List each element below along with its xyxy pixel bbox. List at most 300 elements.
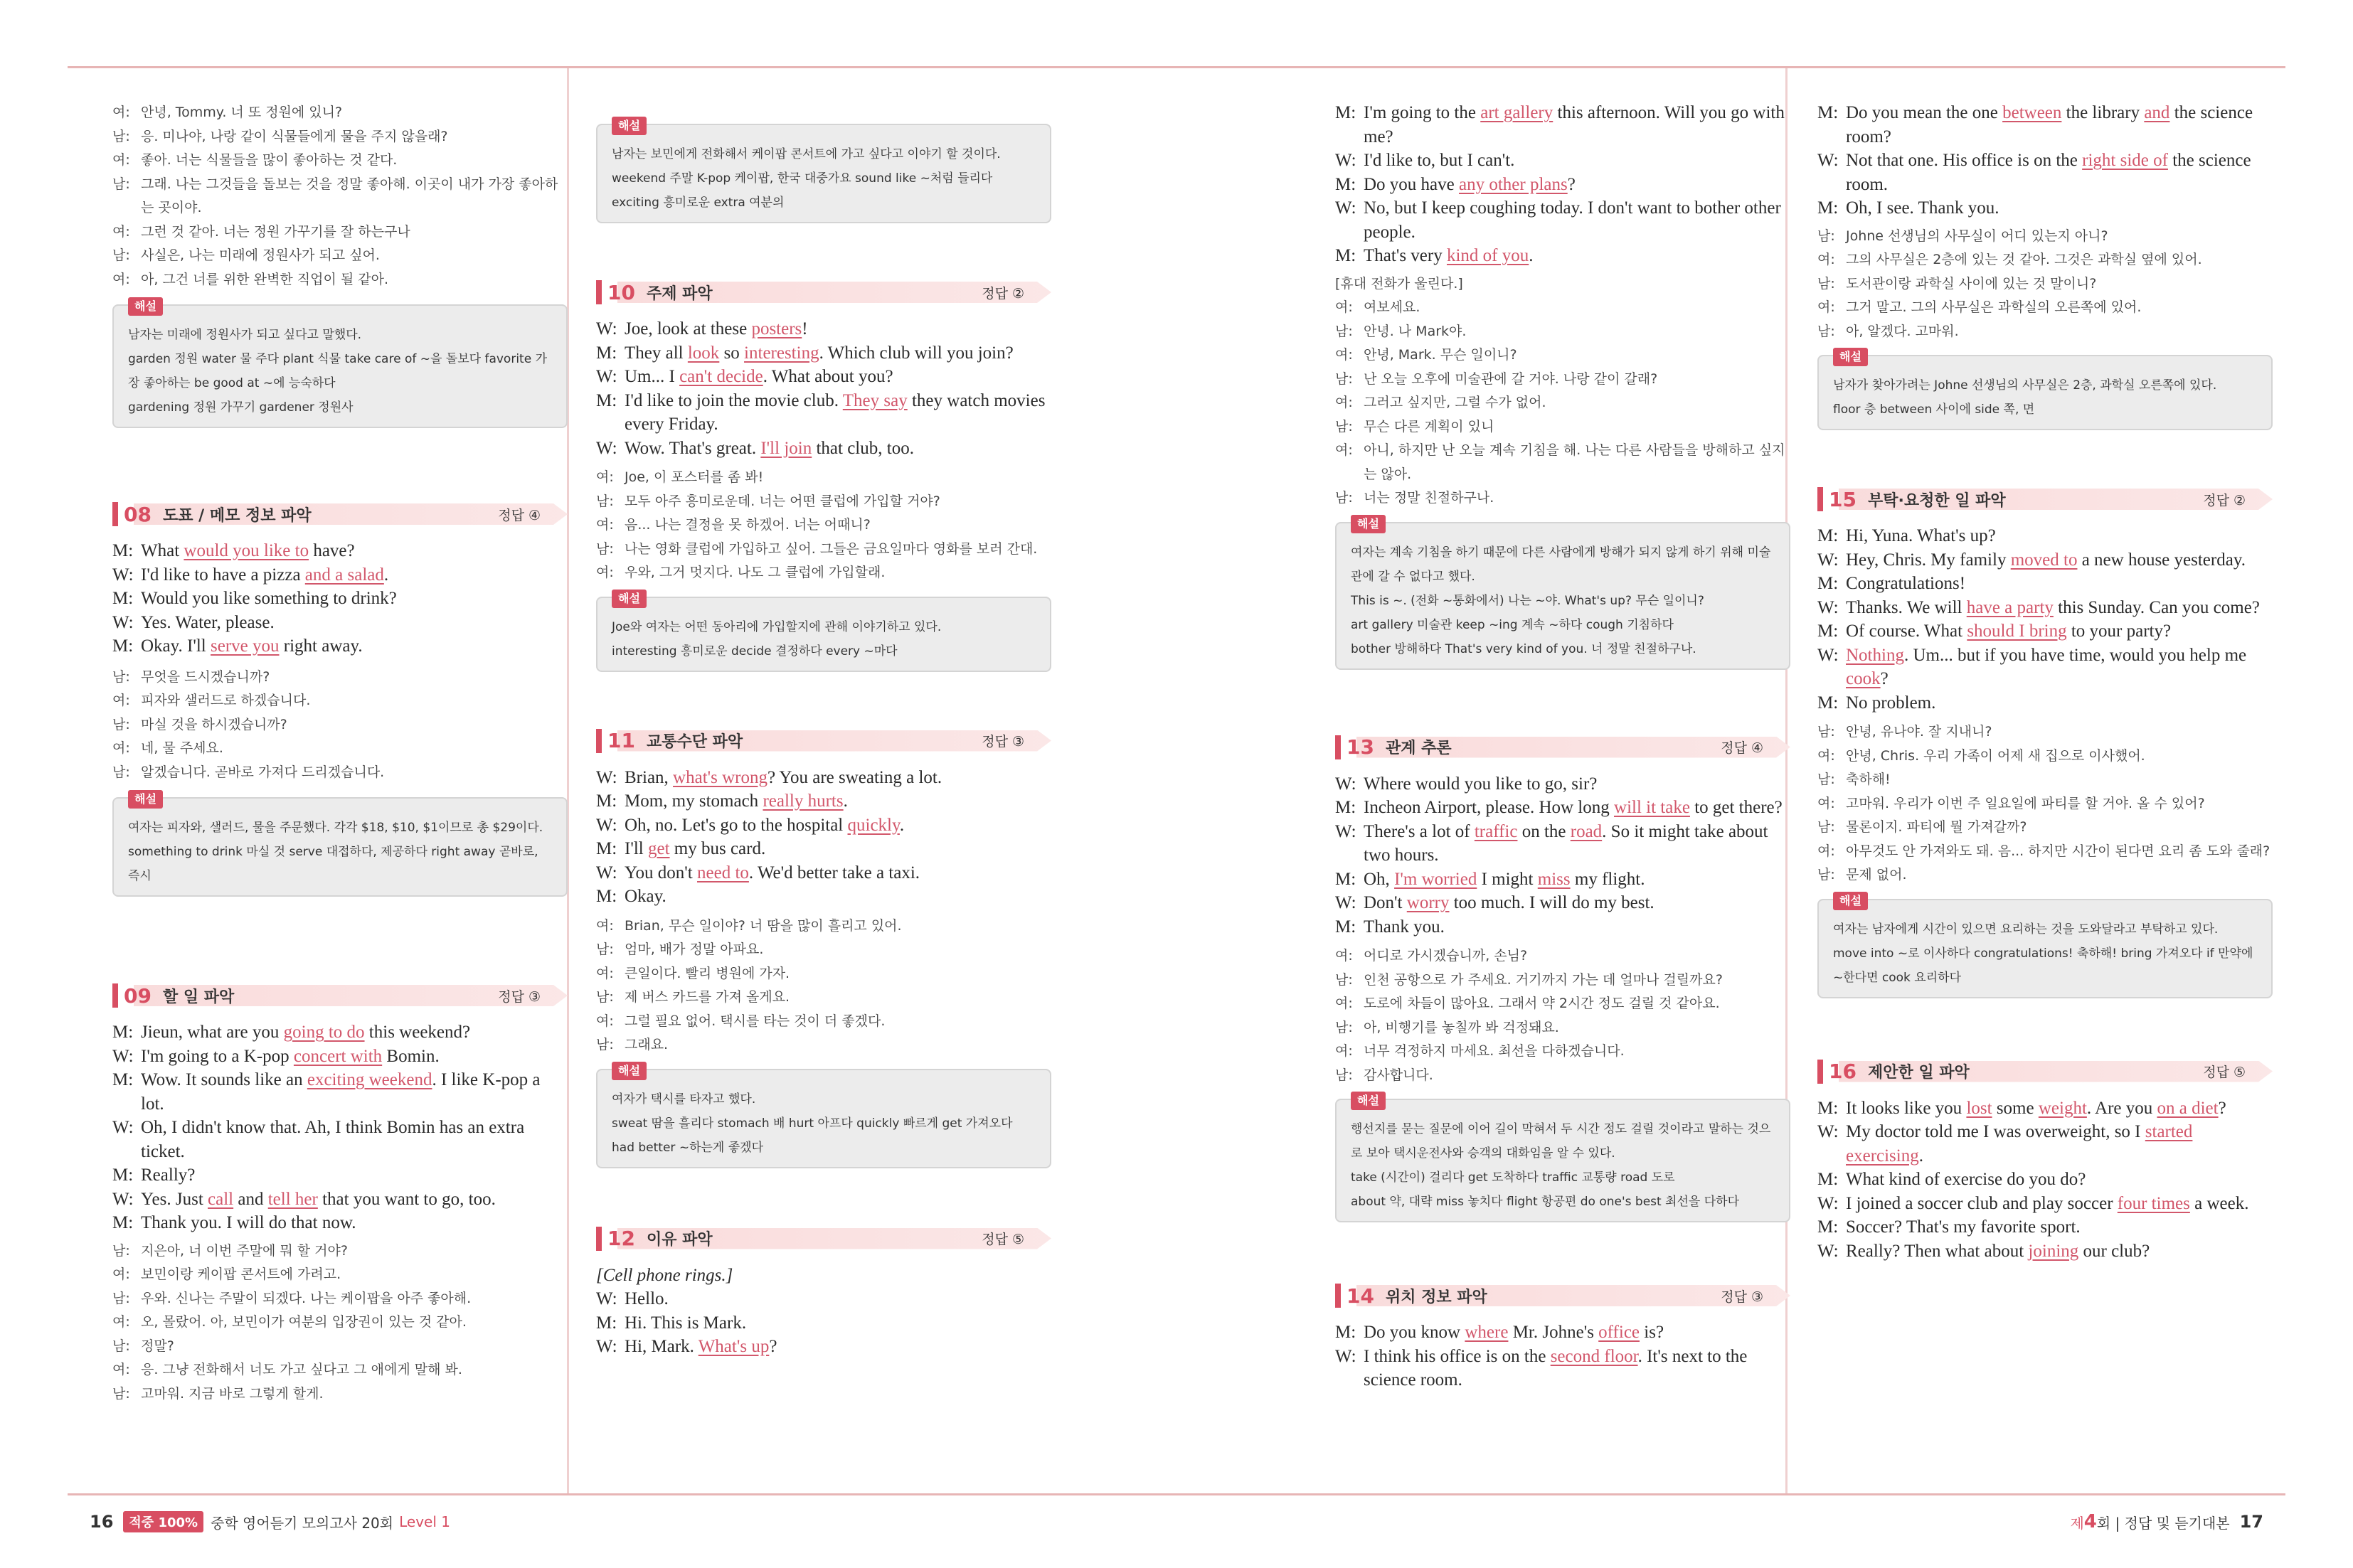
- column-2: [596, 114, 1051, 1359]
- speaker-label: W:: [596, 863, 617, 882]
- line-text-part: Not that one. His office is on the: [1846, 151, 2083, 170]
- explanation-line: 남자가 찾아가려는 Johne 선생님의 사무실은 2층, 과학실 오른쪽에 있다.: [1833, 378, 2217, 393]
- page-number-left: 16: [90, 1512, 114, 1532]
- dialogue-line: [1335, 772, 1790, 796]
- question-header: [1335, 735, 1790, 759]
- line-text-part: They all: [625, 343, 688, 363]
- korean-line: [596, 490, 1051, 514]
- korean-line: [596, 938, 1051, 962]
- line-text-part: Oh,: [1364, 869, 1395, 889]
- dialogue-line: [112, 634, 568, 658]
- dialogue-line: [1817, 149, 2273, 196]
- korean-line: [1335, 415, 1790, 439]
- translation-text: 오, 몰랐어. 아, 보민이가 여분의 입장권이 있는 것 같아.: [141, 1314, 467, 1330]
- korean-line: [596, 1010, 1051, 1034]
- explanation-tag: 해설: [612, 1062, 647, 1080]
- underlined-blank: concert with: [293, 1046, 383, 1066]
- korean-line: [1817, 768, 2273, 792]
- line-text: [1846, 619, 2273, 644]
- speaker-label: 남:: [596, 493, 614, 509]
- speaker-label: 여:: [596, 469, 614, 485]
- korean-line: [596, 914, 1051, 939]
- speaker-label: 남:: [1817, 275, 1835, 292]
- underlined-blank: tell her: [267, 1189, 318, 1209]
- line-text: [625, 365, 1051, 389]
- speaker-label: W:: [1335, 1346, 1356, 1366]
- header-marker: [1817, 487, 1823, 511]
- answer-label: 정답 ③: [498, 988, 541, 1005]
- explanation-tag: 해설: [1351, 1092, 1386, 1110]
- korean-line: [596, 962, 1051, 986]
- line-text: [625, 766, 1051, 790]
- translation-text: 그런 것 같아. 너는 정원 가꾸기를 잘 하는구나: [141, 223, 410, 240]
- underlined-blank: They say: [842, 390, 908, 410]
- line-text-part: the science room.: [1846, 151, 2251, 194]
- underlined-blank: art gallery: [1480, 103, 1553, 122]
- line-text-part: Brian,: [625, 767, 674, 787]
- underlined-blank: four times: [2117, 1193, 2190, 1213]
- speaker-label: 여:: [112, 152, 130, 168]
- underlined-blank: will it take: [1614, 798, 1690, 817]
- explanation-line: Joe와 여자는 어떤 동아리에 가입할지에 관해 이야기하고 있다.: [612, 619, 942, 634]
- speaker-label: 남:: [112, 247, 130, 263]
- speaker-label: 남:: [112, 1242, 130, 1259]
- line-text-part: Congratulations!: [1846, 574, 1966, 593]
- book-level: Level 1: [399, 1513, 450, 1530]
- speaker-label: W:: [1817, 1122, 1839, 1141]
- line-text-part: ? You are sweating a lot.: [767, 767, 942, 787]
- translation-text: 무슨 다른 계획이 있니: [1364, 418, 1494, 434]
- korean-line: [1817, 248, 2273, 272]
- korean-line: [1335, 439, 1790, 486]
- bottom-rule: [68, 1493, 2285, 1495]
- column-4: [1817, 101, 2273, 1263]
- speaker-label: W:: [112, 565, 134, 585]
- line-text-part: Of course. What: [1846, 622, 1967, 641]
- speaker-label: 남:: [596, 942, 614, 957]
- korean-line: [1335, 343, 1790, 368]
- line-text-part: What: [141, 541, 184, 560]
- line-text-part: this Sunday. Can you come?: [2053, 597, 2260, 617]
- explanation-line: 여자는 남자에게 시간이 있으면 요리하는 것을 도와달라고 부탁하고 있다.: [1833, 922, 2219, 937]
- korean-line: [112, 1239, 568, 1264]
- speaker-label: 남:: [112, 128, 130, 144]
- speaker-label: 남:: [1335, 370, 1353, 387]
- line-text-part: that you want to go, too.: [317, 1189, 496, 1209]
- underlined-blank: interesting: [744, 343, 819, 363]
- header-marker: [112, 983, 118, 1008]
- speaker-label: M:: [1817, 198, 1839, 218]
- translation-text: 제 버스 카드를 가져 올게요.: [625, 989, 790, 1005]
- korean-line: [596, 561, 1051, 585]
- speaker-label: W:: [596, 438, 617, 458]
- answer-label: 정답 ⑤: [2203, 1065, 2246, 1080]
- translation-text: 아니, 하지만 난 오늘 계속 기침을 해. 나는 다른 사람들을 방해하고 싶지는 않아.: [1364, 442, 1785, 482]
- underlined-blank: where: [1465, 1323, 1509, 1342]
- dialogue-line: [1335, 101, 1790, 149]
- underlined-blank: any other plans: [1459, 174, 1568, 194]
- translation-text: 안녕. 나 Mark야.: [1364, 323, 1467, 339]
- line-text: [141, 611, 568, 635]
- dialogue-line: [1335, 820, 1790, 868]
- line-text-part: .: [899, 815, 905, 835]
- answer-label: 정답 ③: [982, 734, 1024, 750]
- line-text-part: have?: [309, 541, 355, 560]
- speaker-label: M:: [596, 791, 617, 811]
- translation-text: 지은아, 너 이번 주말에 뭐 할 거야?: [141, 1242, 348, 1259]
- line-text-part: this weekend?: [364, 1023, 471, 1042]
- line-text-part: to your party?: [2066, 622, 2172, 641]
- korean-line: [596, 538, 1051, 562]
- speaker-label: 남:: [112, 764, 130, 780]
- line-text: [1846, 548, 2273, 572]
- line-text-part: my bus card.: [669, 839, 766, 858]
- line-text: [1364, 796, 1790, 820]
- line-text-part: Wow. That's great.: [625, 438, 761, 458]
- column-1: [112, 101, 568, 1406]
- translation-text: 응. 미나야, 나랑 같이 식물들에게 물을 주지 않을래?: [141, 128, 448, 144]
- line-text: [141, 1188, 568, 1212]
- speaker-label: 남:: [112, 1290, 130, 1306]
- speaker-label: 남:: [596, 989, 614, 1005]
- speaker-label: 여:: [596, 917, 614, 934]
- korean-line: [112, 713, 568, 737]
- translation-text: 정말?: [141, 1338, 174, 1354]
- speaker-label: M:: [1335, 917, 1356, 937]
- line-text-part: Where would you like to go, sir?: [1364, 774, 1598, 794]
- line-text-part: ?: [1567, 174, 1576, 194]
- line-text: [625, 885, 1051, 909]
- speaker-label: 남:: [1817, 724, 1835, 740]
- speaker-label: 남:: [1335, 1067, 1353, 1083]
- explanation-box: [596, 119, 1051, 223]
- translation-text: 어디로 가시겠습니까, 손님?: [1364, 948, 1528, 964]
- korean-line: [112, 1311, 568, 1335]
- line-text-part: I'm going to the: [1364, 103, 1481, 122]
- speaker-label: 여:: [112, 1362, 130, 1377]
- speaker-label: 여:: [1817, 299, 1835, 315]
- korean-line: [112, 125, 568, 149]
- translation-text: 여보세요.: [1364, 299, 1420, 315]
- underlined-blank: should I bring: [1967, 622, 2067, 641]
- line-text-part: Bomin.: [382, 1046, 440, 1066]
- translation-text: Johne 선생님의 사무실이 어디 있는지 아니?: [1846, 228, 2108, 244]
- footer-right: [2070, 1511, 2273, 1532]
- speaker-label: M:: [112, 1213, 134, 1232]
- line-text-part: Oh, no. Let's go to the hospital: [625, 815, 848, 835]
- question-number: 14: [1347, 1284, 1374, 1308]
- answer-label: 정답 ④: [498, 507, 541, 523]
- dialogue-line: [1335, 915, 1790, 939]
- translation-text: 아, 알겠다. 고마워.: [1846, 323, 1959, 339]
- explanation-line: 행선지를 묻는 질문에 이어 길이 막혀서 두 시간 정도 걸릴 것이라고 말하는 것으로 보아 택시운전사와 승객의 대화임을 알 수 있다.: [1351, 1122, 1771, 1161]
- line-text: [141, 1211, 568, 1235]
- line-text-part: That's very: [1364, 246, 1447, 265]
- korean-line: [112, 689, 568, 713]
- explanation-box: [1335, 1094, 1790, 1222]
- underlined-blank: Nothing: [1846, 645, 1904, 665]
- line-text-part: .: [843, 791, 848, 811]
- explanation-box: [1817, 893, 2273, 998]
- dialogue-line: [596, 766, 1051, 790]
- line-text-part: Really?: [141, 1166, 196, 1185]
- underlined-blank: would you like to: [184, 541, 309, 560]
- line-text-part: on the: [1517, 821, 1571, 841]
- speaker-label: M:: [112, 1070, 134, 1089]
- speaker-label: W:: [596, 1289, 617, 1308]
- explanation-tag: 해설: [128, 297, 163, 316]
- question-type: 주제 파악: [646, 284, 713, 303]
- line-text-part: Do you know: [1364, 1323, 1465, 1342]
- korean-line: [1335, 368, 1790, 392]
- translation-text: 너무 걱정하지 마세요. 최선을 다하겠습니다.: [1364, 1043, 1625, 1059]
- dialogue-line: [1817, 548, 2273, 572]
- speaker-label: W:: [1335, 893, 1356, 912]
- korean-line: [1817, 320, 2273, 344]
- translation-text: Brian, 무슨 일이야? 너 땀을 많이 흘리고 있어.: [625, 917, 902, 934]
- korean-line: [1817, 863, 2273, 887]
- line-text-part: I'll: [625, 839, 648, 858]
- line-text: [1364, 149, 1790, 173]
- line-text-part: they watch movies every Friday.: [625, 390, 1046, 434]
- translation-text: 피자와 샐러드로 하겠습니다.: [141, 693, 311, 708]
- spacer: [596, 460, 1051, 466]
- line-text: [1364, 868, 1790, 892]
- underlined-blank: call: [208, 1189, 234, 1209]
- translation-text: 그래. 나는 그것들을 돌보는 것을 정말 좋아해. 이곳이 내가 가장 좋아하는 곳이야.: [141, 176, 558, 215]
- korean-line: [112, 761, 568, 785]
- speaker-label: 남:: [112, 176, 130, 192]
- underlined-blank: weight: [2038, 1098, 2087, 1118]
- translation-text: 물론이지. 파티에 뭘 가져갈까?: [1846, 819, 2027, 835]
- korean-line: [1817, 296, 2273, 320]
- question-number: 16: [1829, 1060, 1857, 1083]
- speaker-label: 남:: [1817, 819, 1835, 835]
- line-text: [625, 814, 1051, 838]
- line-text-part: Um... I: [625, 367, 680, 386]
- translation-text: 안녕, Mark. 무슨 일이니?: [1364, 347, 1517, 363]
- question-header: [1817, 1060, 2273, 1084]
- dialogue-line: [1817, 572, 2273, 596]
- translation-text: 안녕, Chris. 우리 가족이 어제 새 집으로 이사했어.: [1846, 747, 2145, 764]
- line-text: [141, 539, 568, 563]
- line-text-part: . I like K-pop a lot.: [141, 1070, 541, 1114]
- dialogue-line: [112, 563, 568, 587]
- speaker-label: 여:: [112, 223, 130, 240]
- translation-text: 그럴 필요 없어. 택시를 타는 것이 더 좋겠다.: [625, 1013, 886, 1029]
- line-text-part: Hey, Chris. My family: [1846, 550, 2011, 570]
- speaker-label: W:: [596, 1337, 617, 1356]
- line-text: [141, 634, 568, 658]
- speaker-label: 여:: [1335, 299, 1353, 315]
- line-text-part: a new house yesterday.: [2077, 550, 2246, 570]
- speaker-label: 여:: [112, 693, 130, 708]
- korean-line: [112, 173, 568, 220]
- korean-line: [1817, 816, 2273, 840]
- answer-label: 정답 ③: [1721, 1289, 1763, 1305]
- explanation-line: bother 방해하다 That's very kind of you. 너 정말 친절하구나.: [1351, 641, 1696, 656]
- speaker-label: W:: [1817, 597, 1839, 617]
- speaker-label: 여:: [1817, 747, 1835, 764]
- question-type: 제안한 일 파악: [1867, 1064, 1970, 1082]
- speaker-label: M:: [1817, 103, 1839, 122]
- underlined-blank: and a salad: [304, 565, 384, 585]
- explanation-line: gardening 정원 가꾸기 gardener 정원사: [128, 400, 354, 415]
- speaker-label: W:: [596, 767, 617, 787]
- dialogue-line: [596, 317, 1051, 341]
- line-text: [625, 317, 1051, 341]
- translation-text: 그거 말고. 그의 사무실은 과학실의 오른쪽에 있어.: [1846, 299, 2142, 315]
- korean-line: [112, 666, 568, 690]
- explanation-tag: 해설: [612, 117, 647, 135]
- line-text-part: Incheon Airport, please. How long: [1364, 798, 1615, 817]
- speaker-label: 남:: [112, 1385, 130, 1402]
- speaker-label: W:: [112, 1189, 134, 1209]
- line-text: [1364, 820, 1790, 868]
- korean-line: [112, 1382, 568, 1407]
- dialogue-line: [596, 365, 1051, 389]
- korean-line: [112, 101, 568, 125]
- line-text-part: Mom, my stomach: [625, 791, 763, 811]
- speaker-label: 남:: [112, 1338, 130, 1354]
- korean-line: [112, 149, 568, 173]
- line-text: [1364, 915, 1790, 939]
- line-text-part: It looks like you: [1846, 1098, 1967, 1118]
- line-text: [1846, 1239, 2273, 1264]
- underlined-blank: have a party: [1966, 597, 2054, 617]
- translation-text: 엄마, 배가 정말 아파요.: [625, 942, 764, 957]
- line-text-part: . Are you: [2086, 1098, 2157, 1118]
- translation-text: 그의 사무실은 2층에 있는 것 같아. 그것은 과학실 옆에 있어.: [1846, 252, 2202, 267]
- speaker-label: M:: [1335, 798, 1356, 817]
- dialogue-line: [596, 341, 1051, 366]
- korean-line: [596, 986, 1051, 1010]
- translation-text: 아, 비행기를 놓칠까 봐 걱정돼요.: [1364, 1019, 1559, 1035]
- line-text-part: Hi. This is Mark.: [625, 1313, 747, 1333]
- speaker-label: W:: [112, 1046, 134, 1066]
- korean-line: [1817, 792, 2273, 816]
- speaker-label: 남:: [1335, 1019, 1353, 1035]
- dialogue-line: [1335, 173, 1790, 197]
- speaker-label: 남:: [1335, 490, 1353, 506]
- line-text-part: and: [233, 1189, 268, 1209]
- translation-text: 마실 것을 하시겠습니까?: [141, 716, 287, 732]
- dialogue-line: [1335, 1345, 1790, 1392]
- translation-text: 우와. 신나는 주말이 되겠다. 나는 케이팝을 아주 좋아해.: [141, 1290, 472, 1306]
- line-text: [625, 341, 1051, 366]
- line-text: [625, 837, 1051, 861]
- header-marker: [112, 502, 118, 526]
- line-text: [1846, 101, 2273, 149]
- dialogue-line: [1335, 196, 1790, 244]
- translation-text: 무엇을 드시겠습니까?: [141, 668, 270, 685]
- speaker-label: M:: [112, 589, 134, 608]
- korean-line: [1335, 296, 1790, 320]
- question-header: [1817, 487, 2273, 511]
- translation-text: 모두 아주 흥미로운데. 너는 어떤 클럽에 가입할 거야?: [625, 493, 940, 509]
- translation-text: 도서관이랑 과학실 사이에 있는 것 말이니?: [1846, 275, 2097, 292]
- underlined-blank: worry: [1406, 893, 1450, 912]
- line-text: [1846, 572, 2273, 596]
- dialogue-line: [1817, 1120, 2273, 1168]
- explanation-tag: 해설: [1351, 515, 1386, 533]
- dialogue-line: [1817, 1097, 2273, 1121]
- line-text-part: . So it might take about two hours.: [1364, 821, 1768, 865]
- speaker-label: 여:: [1335, 996, 1353, 1011]
- speaker-label: 남:: [1335, 418, 1353, 434]
- line-text-part: Wow. It sounds like an: [141, 1070, 307, 1089]
- explanation-box: [1817, 350, 2273, 430]
- speaker-label: 여:: [112, 1266, 130, 1282]
- line-text: [1846, 691, 2273, 715]
- speaker-label: M:: [1335, 869, 1356, 889]
- underlined-blank: between: [2002, 103, 2062, 122]
- speaker-label: M:: [112, 1166, 134, 1185]
- explanation-box: [112, 792, 568, 897]
- dialogue-line: [596, 1335, 1051, 1359]
- korean-line: [1335, 391, 1790, 415]
- line-text: [1364, 196, 1790, 244]
- line-text-part: Thank you.: [1364, 917, 1445, 937]
- speaker-label: M:: [1817, 526, 1839, 545]
- speaker-label: W:: [1817, 645, 1839, 665]
- question-number: 15: [1829, 487, 1857, 511]
- dialogue-line: [112, 611, 568, 635]
- spacer: [1817, 715, 2273, 720]
- speaker-label: 남:: [112, 668, 130, 685]
- line-text: [1364, 891, 1790, 915]
- underlined-blank: need to: [697, 863, 749, 882]
- line-text: [1846, 1120, 2273, 1168]
- speaker-label: 남:: [1817, 323, 1835, 339]
- line-text: [1846, 1192, 2273, 1216]
- section-title: 회 | 정답 및 듣기대본: [2096, 1514, 2230, 1532]
- explanation-line: interesting 흥미로운 decide 결정하다 every ~마다: [612, 644, 898, 658]
- line-text-part: I'd like to join the movie club.: [625, 390, 843, 410]
- line-text-part: a week.: [2189, 1193, 2249, 1213]
- answer-label: 정답 ⑤: [982, 1232, 1024, 1247]
- speaker-label: W:: [596, 815, 617, 835]
- question-header: [596, 280, 1051, 304]
- question-number: 08: [124, 502, 152, 526]
- speaker-label: M:: [1817, 622, 1839, 641]
- question-number: 09: [124, 983, 152, 1008]
- dialogue-line: [1817, 524, 2273, 548]
- korean-line: [1335, 486, 1790, 511]
- speaker-label: 여:: [1335, 948, 1353, 964]
- underlined-blank: traffic: [1474, 821, 1518, 841]
- line-text: [1364, 1345, 1790, 1392]
- speaker-label: 여:: [596, 965, 614, 981]
- dialogue-line: [1817, 1215, 2273, 1239]
- line-text-part: Yes. Just: [141, 1189, 208, 1209]
- line-text-part: .: [383, 565, 389, 585]
- line-text-part: There's a lot of: [1364, 821, 1475, 841]
- line-text-part: No problem.: [1846, 693, 1936, 713]
- speaker-label: M:: [112, 541, 134, 560]
- line-text-part: Don't: [1364, 893, 1407, 912]
- korean-line: [596, 513, 1051, 538]
- speaker-label: W:: [596, 367, 617, 386]
- korean-line: [112, 737, 568, 761]
- dialogue-line: [1335, 244, 1790, 268]
- footer-left: [80, 1511, 450, 1532]
- speaker-label: 여:: [1335, 442, 1353, 458]
- header-marker: [1817, 1060, 1823, 1084]
- korean-line: [112, 220, 568, 245]
- explanation-tag: 해설: [128, 790, 163, 809]
- dialogue-line: [1335, 868, 1790, 892]
